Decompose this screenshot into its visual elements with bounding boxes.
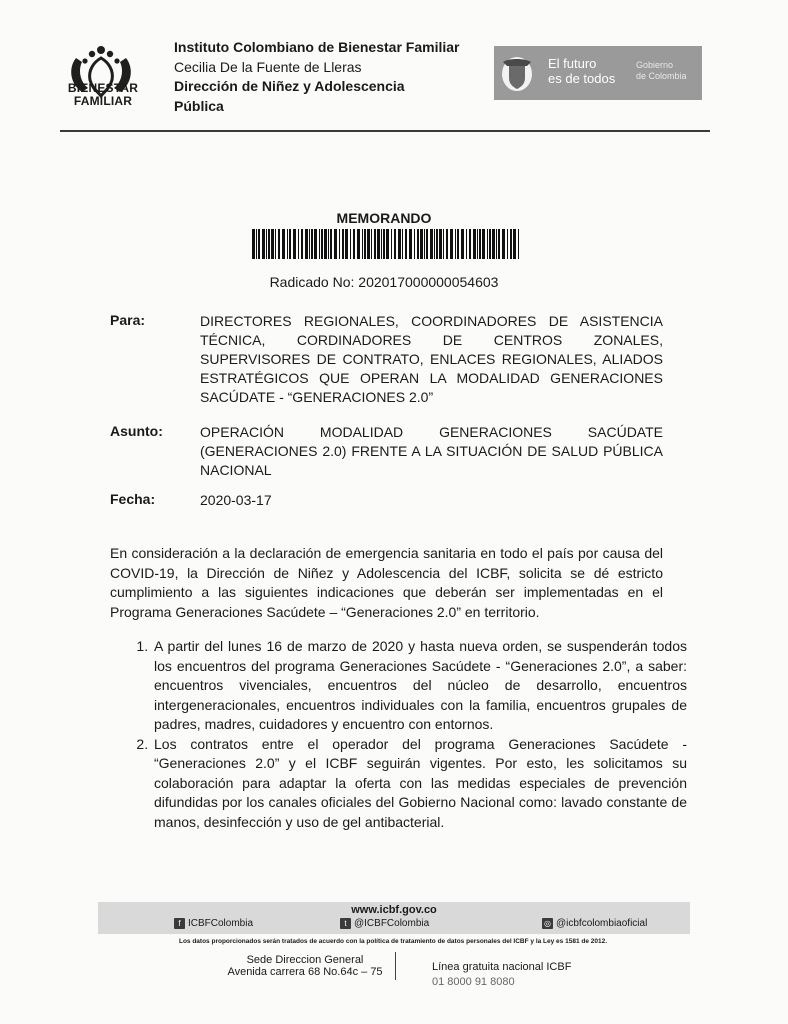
gov-slogan-line2: es de todos [548,71,616,86]
area-name: Pública [174,97,224,114]
logo-text-line2: FAMILIAR [73,94,133,108]
gov-name-line2: de Colombia [636,71,687,81]
gov-slogan-line1: El futuro [548,56,597,71]
facebook-handle: ICBFColombia [188,918,254,929]
government-name [636,60,687,82]
asunto-value: OPERACIÓN MODALIDAD GENERACIONES SACÚDATE (GENERACIONES 2.0) FRENTE A LA SITUACIÓN DE SALUD PÚBLICA NACIONAL [200,424,663,478]
instagram-icon: ◎ [542,918,553,929]
fecha-value: 2020-03-17 [200,492,272,508]
sede-line2: Avenida carrera 68 No.64c – 75 [227,966,383,978]
director-name: Cecilia De la Fuente de Lleras [174,58,362,75]
twitter-icon: t [340,918,351,929]
twitter-link[interactable] [340,918,429,929]
fecha-label: Fecha: [110,491,156,507]
headquarters-address [220,954,390,978]
privacy-notice: Los datos proporcionados serán tratados de acuerdo con la política de tratamiento de datos personales del ICBF y la Ley es 1581 de 2012. [178,938,608,945]
letterhead [174,38,459,116]
direction-name: Dirección de Niñez y Adolescencia [174,78,405,94]
intro-paragraph: En consideración a la declaración de emergencia sanitaria en todo el país por causa del COVID-19, la Dirección de Niñez y Adolescencia del ICBF, solicita se dé estricto cumplimiento a las siguientes indicaciones que deberán ser implementadas en el Programa Generaciones Sacúdete – “Generaciones 2.0” en territorio. [110,545,663,620]
header-divider [60,130,710,132]
facebook-icon: f [174,918,185,929]
hotline-label: Línea gratuita nacional ICBF [432,961,572,973]
barcode-image [252,229,522,259]
logo-text-line1: BIENESTAR [67,81,139,95]
sede-line1: Sede Direccion General [246,954,364,966]
instagram-link[interactable] [542,918,647,929]
list-item: 1. A partir del lunes 16 de marzo de 2020 y hasta nueva orden, se suspenderán todos los encuentros del programa Generaciones Sacúdete - “Generaciones 2.0”, a saber: encuentros vivenciales, encuentros del núcleo de desarrollo, encuentros intergeneracionales, encuentros individuales con la familia, encuentros grupales de padres, madres, cuidadores y encuentro con entornos. [152,637,687,735]
logo-wordmark [62,82,144,108]
facebook-link[interactable] [174,918,253,929]
website-link[interactable]: www.icbf.gov.co [351,904,437,916]
instagram-handle: @icbfcolombiaoficial [556,918,648,929]
memo-title: MEMORANDO [336,210,432,226]
twitter-handle: @ICBFColombia [354,918,430,929]
para-label: Para: [110,312,146,328]
asunto-label: Asunto: [110,423,163,439]
institution-name: Instituto Colombiano de Bienestar Familiar [174,39,460,55]
coat-of-arms-icon [499,54,535,94]
instructions-list [128,637,687,832]
radicado-number: Radicado No: 202017000000054603 [269,274,499,290]
footer-separator [395,952,396,980]
para-value: DIRECTORES REGIONALES, COORDINADORES DE ASISTENCIA TÉCNICA, CORDINADORES DE CENTROS ZONALES, SUPERVISORES DE CONTRATO, ENLACES REGIONALES, ALIADOS ESTRATÉGICOS QUE OPERAN LA MODALIDAD GENERACIONES SACÚDATE - “GENERACIONES 2.0” [200,313,663,405]
list-item: 2. Los contratos entre el operador del programa Generaciones Sacúdete - “Generaciones 2.0” y el ICBF seguirán vigentes. Por esto, les solicitamos su colaboración para adaptar la oferta con las medidas especiales de prevención difundidas por los canales oficiales del Gobierno Nacional como: lavado constante de manos, desinfección y uso de gel antibacterial. [152,735,687,833]
government-slogan [548,56,615,86]
hotline-number: 01 8000 91 8080 [432,976,515,988]
gov-name-line1: Gobierno [636,60,674,70]
